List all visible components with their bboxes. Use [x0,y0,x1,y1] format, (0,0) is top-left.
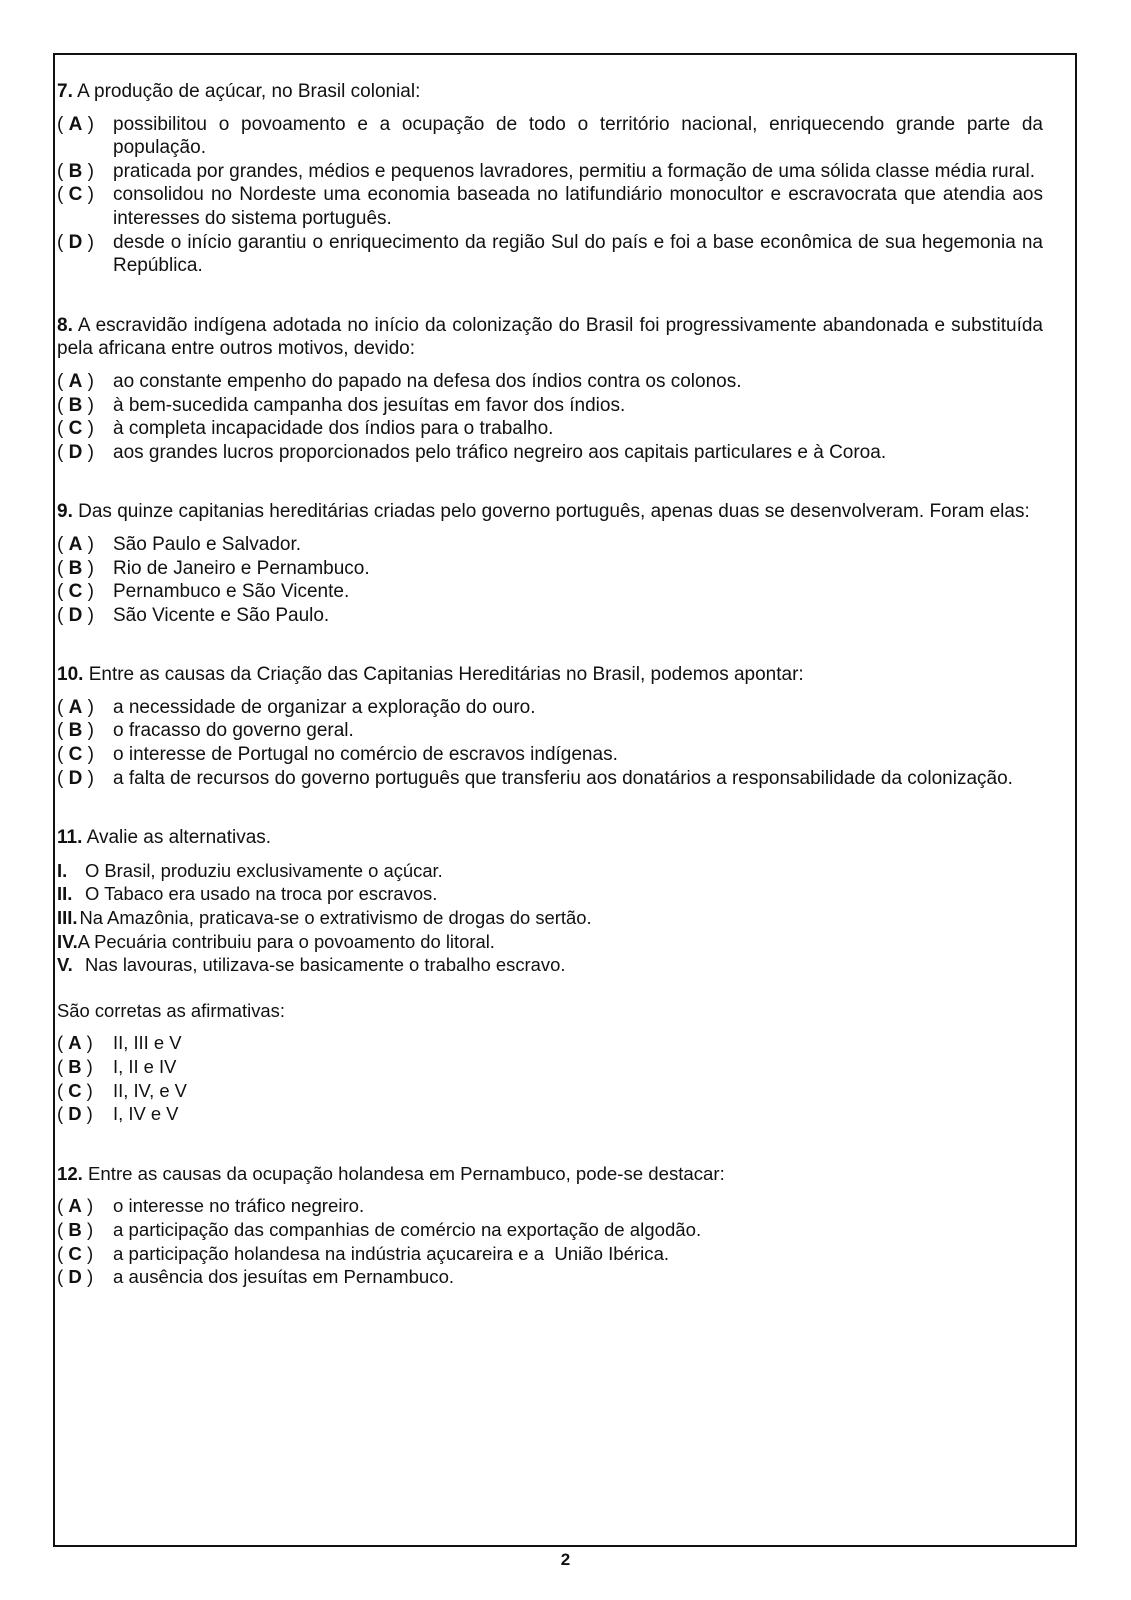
option-text: o interesse no tráfico negreiro. [113,1195,365,1217]
option-d[interactable] [57,604,1043,628]
statement-text: O Tabaco era usado na troca por escravos. [85,883,438,905]
question-8 [57,314,1043,465]
option-label: ( D ) [57,441,94,463]
question-stem [57,1162,1043,1186]
option-label: ( D ) [57,604,94,626]
option-text: ao constante empenho do papado na defesa dos índios contra os colonos. [113,370,742,392]
option-label: ( C ) [57,418,94,440]
option-c[interactable] [57,743,1043,767]
option-label: ( C ) [57,1242,94,1264]
question-stem [57,314,1043,361]
page-number: 2 [560,1550,571,1569]
option-a[interactable] [57,113,1043,160]
option-a[interactable] [57,533,1043,557]
statement-numeral: V. [57,954,73,976]
statement-item [57,953,1043,977]
question-number: 11. [57,827,83,849]
option-c[interactable] [57,417,1043,441]
statement-numeral: II. [57,883,73,905]
option-text: II, IV, e V [113,1079,187,1101]
statement-text: O Brasil, produziu exclusivamente o açúcar. [85,859,443,881]
question-number: 7. [57,81,73,102]
statement-numeral: I. [57,859,68,881]
option-d[interactable] [57,1102,1043,1126]
option-label: ( D ) [57,1103,93,1125]
option-text: aos grandes lucros proporcionados pelo tráfico negreiro aos capitais particulares e à Coroa. [113,441,887,463]
question-number: 10. [57,664,84,686]
question-text: A produção de açúcar, no Brasil colonial: [77,81,421,102]
option-d[interactable] [57,231,1043,278]
option-c[interactable] [57,1242,1043,1266]
option-c[interactable] [57,183,1043,230]
question-stem [57,663,1043,687]
statement-item [57,906,1043,930]
statement-list [57,859,1043,977]
option-label: ( C ) [57,581,94,603]
statement-numeral: IV. [57,930,78,952]
option-label: ( D ) [57,767,94,789]
option-text: II, III e V [113,1032,182,1054]
option-text: consolidou no Nordeste uma economia baseada no latifundiário monocultor e escravocrata que atendia aos interesses do sistema português. [113,184,1043,229]
option-label: ( B ) [57,1056,93,1077]
option-label: ( A ) [57,1032,93,1054]
option-text: à bem-sucedida campanha dos jesuítas em favor dos índios. [113,394,626,416]
question-7 [57,80,1043,278]
option-label: ( B ) [57,1218,94,1240]
option-label: ( B ) [57,394,94,416]
option-label: ( A ) [57,1195,94,1217]
option-text: I, II e IV [113,1056,177,1077]
option-text: a participação holandesa na indústria açucareira e a União Ibérica. [113,1242,670,1264]
option-d[interactable] [57,1265,1043,1289]
option-b[interactable] [57,160,1043,184]
question-number: 8. [57,314,73,336]
option-text: desde o início garantiu o enriquecimento da região Sul do país e foi a base econômica de sua hegemonia na República. [113,231,1043,277]
question-text: Das quinze capitanias hereditárias criadas pelo governo português, apenas duas se desenvolveram. Foram elas: [78,501,1030,523]
question-number: 9. [57,501,73,523]
option-a[interactable] [57,696,1043,720]
option-b[interactable] [57,1055,1043,1079]
statement-item [57,859,1043,883]
statement-text: Na Amazônia, praticava-se o extrativismo de drogas do sertão. [79,907,592,929]
option-label: ( A ) [57,696,94,718]
option-text: Rio de Janeiro e Pernambuco. [113,557,370,579]
option-label: ( A ) [57,113,94,135]
option-label: ( C ) [57,1079,93,1101]
exam-content [57,80,1043,1289]
option-text: praticada por grandes, médios e pequenos lavradores, permitiu a formação de uma sólida classe média rural. [113,160,1035,182]
option-c[interactable] [57,1079,1043,1103]
option-text: a falta de recursos do governo português que transferiu aos donatários a responsabilidade da colonização. [113,767,1013,789]
question-number: 12. [57,1162,83,1184]
question-9 [57,500,1043,627]
option-b[interactable] [57,1218,1043,1242]
option-label: ( C ) [57,184,94,206]
option-a[interactable] [57,1194,1043,1218]
option-c[interactable] [57,580,1043,604]
question-text: Entre as causas da Criação das Capitanias Hereditárias no Brasil, podemos apontar: [88,664,804,686]
option-text: possibilitou o povoamento e a ocupação de todo o território nacional, enriquecendo grande parte da população. [113,113,1043,159]
question-11 [57,826,1043,1126]
option-d[interactable] [57,441,1043,465]
question-text: A escravidão indígena adotada no início da colonização do Brasil foi progressivamente abandonada e substituída pela africana entre outros motivos, devido: [57,314,1043,360]
option-d[interactable] [57,767,1043,791]
question-text: Avalie as alternativas. [86,827,272,849]
option-label: ( D ) [57,231,94,253]
option-text: à completa incapacidade dos índios para o trabalho. [113,418,554,440]
option-b[interactable] [57,394,1043,418]
option-label: ( B ) [57,557,94,579]
option-text: o interesse de Portugal no comércio de escravos indígenas. [113,744,618,766]
option-b[interactable] [57,557,1043,581]
statement-text: Nas lavouras, utilizava-se basicamente o trabalho escravo. [85,954,566,976]
option-label: ( A ) [57,370,94,392]
option-label: ( C ) [57,744,94,766]
question-prompt: São corretas as afirmativas: [57,999,285,1021]
option-text: o fracasso do governo geral. [113,720,354,742]
option-text: a necessidade de organizar a exploração do ouro. [113,696,536,718]
question-stem [57,500,1043,524]
question-stem [57,80,1043,104]
statement-numeral: III. [57,907,78,929]
question-10 [57,663,1043,790]
option-text: São Paulo e Salvador. [113,533,302,555]
question-12 [57,1162,1043,1289]
option-text: a ausência dos jesuítas em Pernambuco. [113,1266,455,1288]
statement-text: A Pecuária contribuiu para o povoamento do litoral. [77,930,495,952]
option-text: a participação das companhias de comércio na exportação de algodão. [113,1218,702,1240]
option-label: ( A ) [57,533,94,555]
option-text: I, IV e V [113,1103,179,1125]
question-stem [57,826,1043,850]
option-label: ( B ) [57,720,94,742]
option-b[interactable] [57,719,1043,743]
option-label: ( D ) [57,1266,94,1288]
statement-item [57,930,1043,954]
statement-item [57,882,1043,906]
option-a[interactable] [57,1031,1043,1055]
option-label: ( B ) [57,160,94,182]
question-text: Entre as causas da ocupação holandesa em Pernambuco, pode-se destacar: [88,1162,725,1184]
option-text: São Vicente e São Paulo. [113,604,330,626]
option-text: Pernambuco e São Vicente. [113,581,350,603]
option-a[interactable] [57,370,1043,394]
